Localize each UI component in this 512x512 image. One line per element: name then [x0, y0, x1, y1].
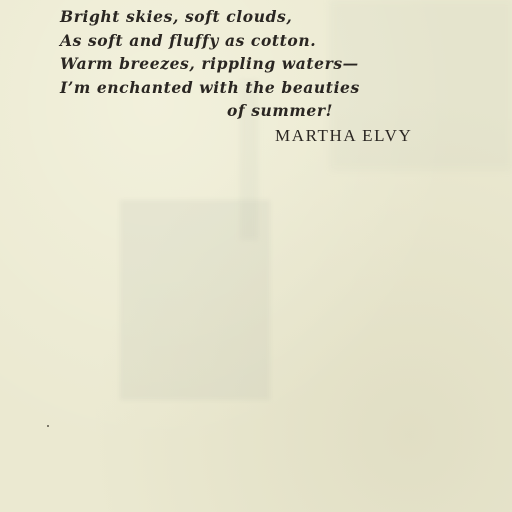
bleed-through-shadow	[120, 200, 270, 400]
poem-author: MARTHA ELVY	[275, 125, 413, 145]
poem-line-3: Warm breezes, rippling waters—	[60, 54, 359, 73]
poem-line-5: of summer!	[227, 101, 334, 120]
poem-line-1: Bright skies, soft clouds,	[60, 7, 293, 26]
paper-speck	[47, 425, 49, 427]
poem-line-4: I’m enchanted with the beauties	[60, 77, 360, 97]
poem-line-2: As soft and fluffy as cotton.	[60, 30, 317, 50]
poem	[60, 5, 500, 147]
